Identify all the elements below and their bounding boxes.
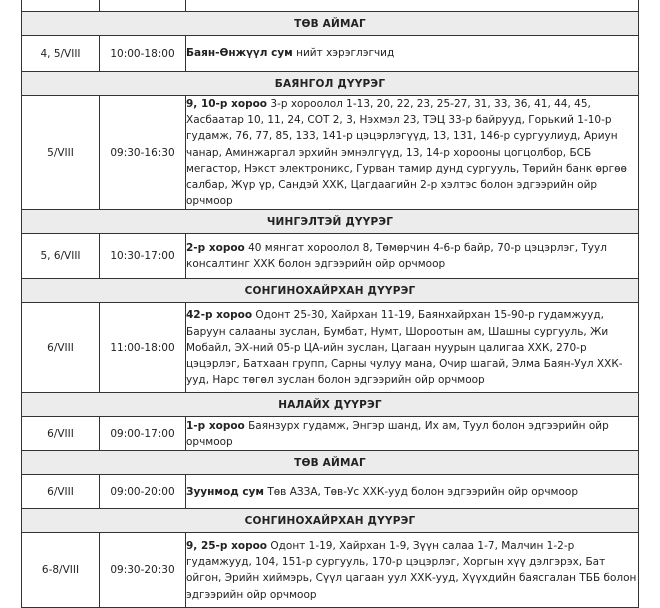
time-cell: 11:00-18:00	[100, 303, 186, 393]
time-cell: 09:30-20:30	[100, 533, 186, 608]
location-cell	[186, 475, 639, 509]
table-cell	[186, 0, 639, 12]
table-row	[22, 417, 639, 451]
section-title: СОНГИНОХАЙРХАН ДҮҮРЭГ	[22, 509, 639, 533]
section-header-row	[22, 509, 639, 533]
affected-locations: Баянзурх гудамж, Энгэр шанд, Их ам, Туул болон эдгээрийн ойр орчмоор	[186, 419, 609, 448]
table-row	[22, 533, 639, 608]
time-cell: 09:00-17:00	[100, 417, 186, 451]
section-header-row	[22, 12, 639, 36]
area-name: 9, 25-р хороо	[186, 540, 268, 553]
table-row	[22, 475, 639, 509]
area-name: Зуунмод сум	[186, 485, 264, 498]
time-cell: 10:00-18:00	[100, 36, 186, 72]
section-title: ЧИНГЭЛТЭЙ ДҮҮРЭГ	[22, 210, 639, 234]
area-name: 1-р хороо	[186, 419, 245, 432]
section-header-row	[22, 210, 639, 234]
table-row	[22, 234, 639, 279]
affected-locations: 3-р хороолол 1-13, 20, 22, 23, 25-27, 31, 33, 36, 41, 44, 45, Хасбаатар 10, 11, 24, СОТ 2, 3, Нэхмэл 23, ТЭЦ 33-р байрууд, Горький 1-10-р гудамж, 76, 77, 85, 133, 141-р цэцэрлэгүүд, 13, 131, 146-р сургуулиуд, Ариун чанар, Аминжаргал эрхийн эмнэлгүүд, 13, 14-р хорооны цогцолбор, БСБ мегастор, Нэкст электроникс, Гурван тамир дунд сургууль, Төрийн банк өргөө салбар, Жүр үр, Сандэй ХХК, Цагдаагийн 2-р хэлтэс болон эдгээрийн ойр орчмоор	[186, 98, 627, 208]
section-title: БАЯНГОЛ ДҮҮРЭГ	[22, 72, 639, 96]
section-header-row	[22, 72, 639, 96]
section-title: НАЛАЙХ ДҮҮРЭГ	[22, 393, 639, 417]
affected-locations: Төв АЗЗА, Төв-Ус ХХК-ууд болон эдгээрийн ойр орчмоор	[264, 485, 578, 498]
section-header-row	[22, 393, 639, 417]
location-cell	[186, 417, 639, 451]
date-cell: 5, 6/VIII	[22, 234, 100, 279]
table-cell	[22, 0, 100, 12]
location-cell	[186, 234, 639, 279]
date-cell: 6/VIII	[22, 303, 100, 393]
outage-schedule-table	[21, 0, 639, 608]
section-title: СОНГИНОХАЙРХАН ДҮҮРЭГ	[22, 279, 639, 303]
area-name: 9, 10-р хороо	[186, 98, 268, 110]
table-row	[22, 303, 639, 393]
section-title: ТӨВ АЙМАГ	[22, 451, 639, 475]
affected-locations: 40 мянгат хороолол 8, Төмөрчин 4-6-р байр, 70-р цэцэрлэг, Туул консалтинг ХХК болон эдгээрийн ойр орчмоор	[186, 242, 607, 271]
affected-locations: Одонт 25-30, Хайрхан 11-19, Баянхайрхан 15-90-р гудамжууд, Баруун салааны зуслан, Бумбат, Нумт, Шороотын ам, Шашны сургууль, Жи Мобайл, ЭХ-ний 05-р ЦА-ийн зуслан, Цагаан нуурын цалигаа ХХК, 270-р цэцэрлэг, Батхаан групп, Сарны чулуу мана, Очир шагай, Элма Баян-Уул ХХК-ууд, Нарс төгөл зуслан болон эдгээрийн ойр орчмоор	[186, 309, 623, 387]
time-cell: 10:30-17:00	[100, 234, 186, 279]
location-cell	[186, 36, 639, 72]
table-cell	[100, 0, 186, 12]
affected-locations: нийт хэрэглэгчид	[292, 47, 395, 60]
date-cell: 5/VIII	[22, 96, 100, 210]
table-row-partial	[22, 0, 639, 12]
date-cell: 6-8/VIII	[22, 533, 100, 608]
time-cell: 09:30-16:30	[100, 96, 186, 210]
time-cell: 09:00-20:00	[100, 475, 186, 509]
area-name: 2-р хороо	[186, 242, 245, 255]
affected-locations: Одонт 1-19, Хайрхан 1-9, Зүүн салаа 1-7, Малчин 1-2-р гудамжууд, 104, 151-р сургууль, 170-р цэцэрлэг, Хоргын хүү дэлгэрэх, Бат ойгон, Эрийн хиймэрь, Сүүл цагаан уул ХХК-ууд, Хүүхдийн баясгалан ТББ болон эдгээрийн ойр орчмоор	[186, 540, 637, 601]
area-name: Баян-Өнжүүл сум	[186, 47, 293, 60]
location-cell	[186, 533, 639, 608]
date-cell: 6/VIII	[22, 417, 100, 451]
date-cell: 4, 5/VIII	[22, 36, 100, 72]
section-title: ТӨВ АЙМАГ	[22, 12, 639, 36]
date-cell: 6/VIII	[22, 475, 100, 509]
location-cell	[186, 303, 639, 393]
schedule-body	[22, 0, 639, 608]
location-cell	[186, 96, 639, 210]
table-row	[22, 96, 639, 210]
section-header-row	[22, 279, 639, 303]
area-name: 42-р хороо	[186, 309, 253, 322]
section-header-row	[22, 451, 639, 475]
table-row	[22, 36, 639, 72]
